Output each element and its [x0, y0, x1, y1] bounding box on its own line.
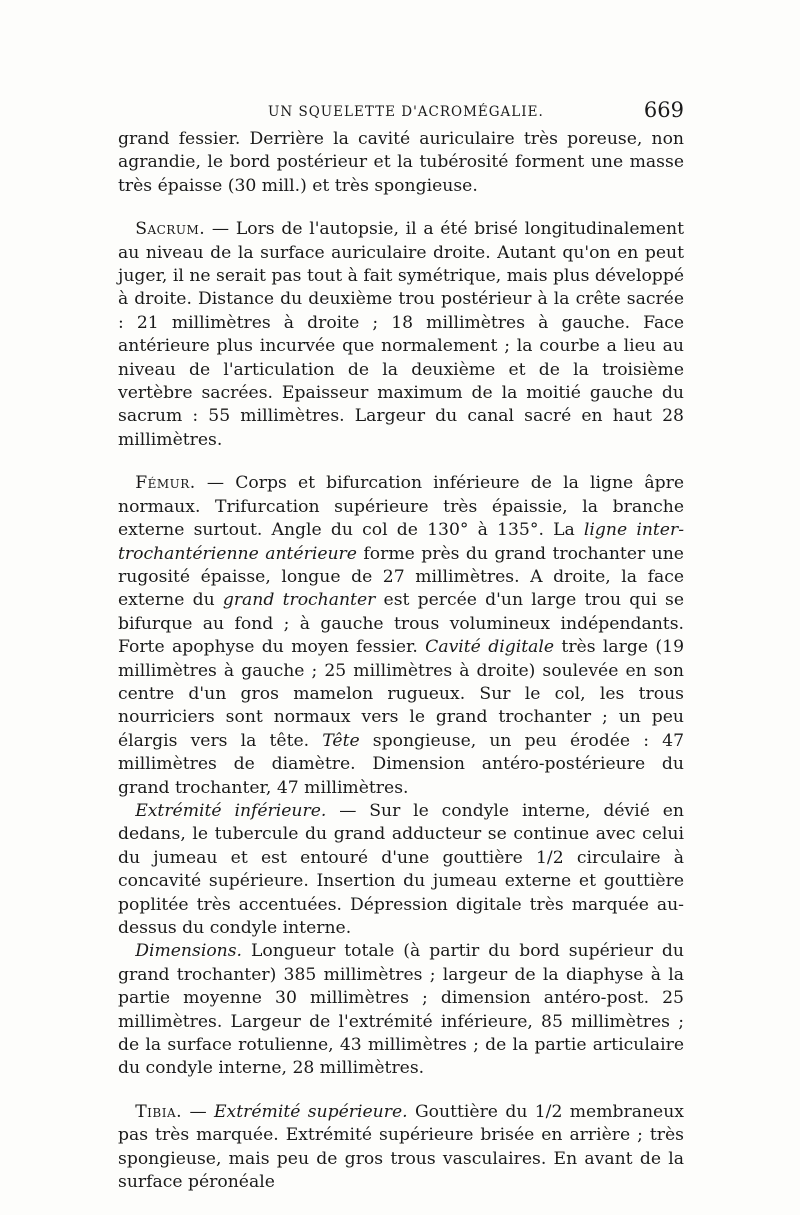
- italic-term: Cavité digitale: [425, 637, 555, 658]
- italic-subheading: Extrémité inférieure.: [135, 800, 327, 821]
- running-head: UN SQUELETTE D'ACROMÉGALIE.: [268, 104, 544, 120]
- paragraph-femur: [118, 472, 684, 800]
- section-heading-femur: Fémur.: [135, 473, 196, 494]
- italic-term: grand trochanter: [222, 590, 376, 611]
- paragraph-ilium-end: [118, 128, 684, 198]
- paragraph-text: — Corps et bifurcation inférieure de la ligne âpre normaux. Trifurcation supérieure très épaissie, la branche externe surtout. Angle du col de 130° à 135°. La: [118, 473, 684, 541]
- italic-term: ligne inter-trochantérienne antérieure: [118, 520, 684, 564]
- paragraph-text: très large (19 millimètres à gauche ; 25 millimètres à droite) soulevée en son centre d'un gros mamelon rugueux. Sur le col, les trous nourriciers sont normaux vers le grand trochanter ; un peu élargis vers la tête.: [118, 637, 685, 751]
- paragraph-text: Longueur totale (à partir du bord supérieur du grand trochanter) 385 millimètres ; largeur de la diaphyse à la partie moyenne 30 millimètres ; dimension antéro-post. 25 millimètres. Largeur de l'extrémité inférieure, 85 millimètres ; de la surface rotulienne, 43 millimètres ; de la partie articulaire du condyle interne, 28 millimètres.: [118, 941, 684, 1079]
- paragraph-femur-dimensions: [118, 940, 684, 1080]
- paragraph-text: forme près du grand trochanter une rugosité épaisse, longue de 27 millimètres. A droite, la face externe du: [118, 543, 684, 611]
- paragraph-text: est percée d'un large trou qui se bifurque au fond ; à gauche trous volumineux indépendants. Forte apophyse du moyen fessier.: [118, 590, 684, 658]
- section-heading-tibia: Tibia.: [135, 1101, 183, 1122]
- paragraph-sacrum: [118, 218, 684, 452]
- page-number: 669: [643, 98, 684, 122]
- italic-subheading: Dimensions.: [135, 941, 243, 962]
- paragraph-femur-lower: [118, 800, 684, 940]
- section-heading-sacrum: Sacrum.: [135, 219, 206, 240]
- italic-subheading: Extrémité supérieure.: [213, 1101, 408, 1122]
- paragraph-text: grand fessier. Derrière la cavité auriculaire très poreuse, non agrandie, le bord postérieur et la tubérosité forment une masse très épaisse (30 mill.) et très spongieuse.: [118, 129, 684, 196]
- page-header: [118, 96, 684, 124]
- italic-term: Tête: [322, 730, 360, 751]
- paragraph-text: Gouttière du 1/2 membraneux pas très marquée. Extrémité supérieure brisée en arrière ; très spongieuse, mais peu de gros trous vasculaires. En avant de la surface péronéale: [118, 1101, 684, 1193]
- body-text: [118, 128, 684, 1194]
- paragraph-text: —: [182, 1101, 214, 1122]
- paragraph-tibia: [118, 1101, 684, 1195]
- paragraph-text: — Lors de l'autopsie, il a été brisé longitudinalement au niveau de la surface auriculaire droite. Autant qu'on en peut juger, il ne serait pas tout à fait symétrique, mais plus développé à droite. Distance du deuxième trou postérieur à la crête sacrée : 21 millimètres à droite ; 18 millimètres à gauche. Face antérieure plus incurvée que normalement ; la courbe a lieu au niveau de l'articulation de la deuxième et de la troisième vertèbre sacrées. Epaisseur maximum de la moitié gauche du sacrum : 55 millimètres. Largeur du canal sacré en haut 28 millimètres.: [118, 219, 684, 450]
- paragraph-text: spongieuse, un peu érodée : 47 millimètres de diamètre. Dimension antéro-postérieure du grand trochanter, 47 millimètres.: [118, 730, 684, 798]
- paragraph-text: — Sur le condyle interne, dévié en dedans, le tubercule du grand adducteur se continue avec celui du jumeau et est entouré d'une gouttière 1/2 circulaire à concavité supérieure. Insertion du jumeau externe et gouttière poplitée très accentuées. Dépression digitale très marquée au-dessus du condyle interne.: [118, 800, 684, 938]
